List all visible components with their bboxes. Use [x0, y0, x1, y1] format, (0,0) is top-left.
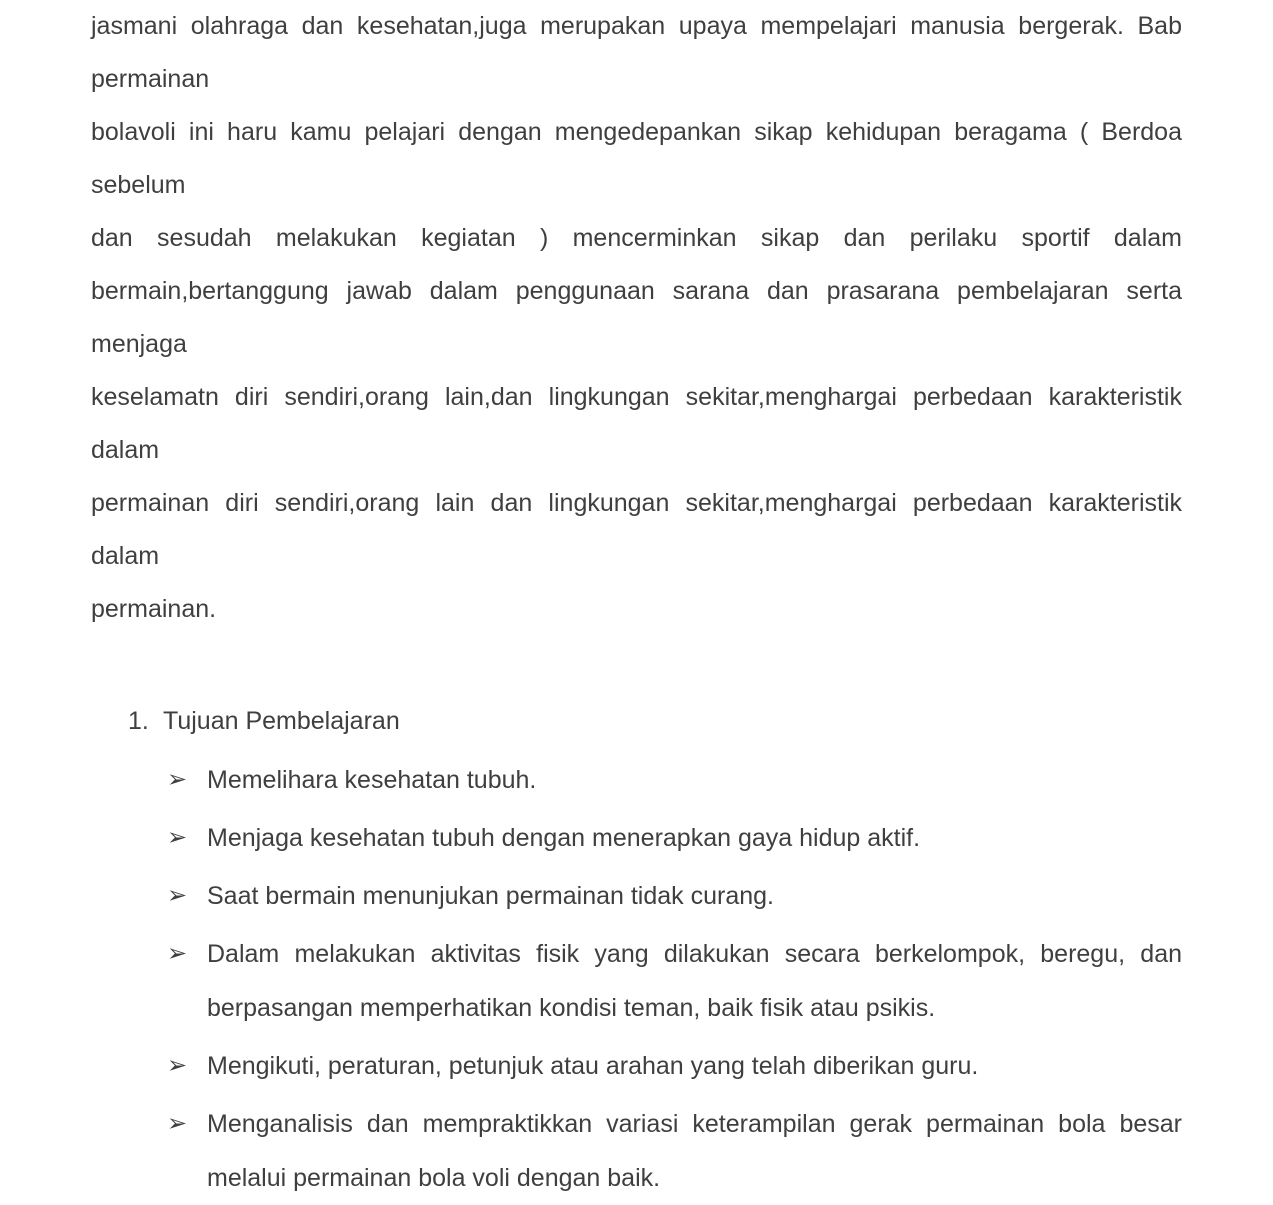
- section-heading: [91, 695, 1182, 748]
- list-item-text: Saat bermain menunjukan permainan tidak curang.: [207, 882, 775, 910]
- section-title: Tujuan Pembelajaran: [163, 707, 400, 735]
- list-item: [91, 753, 1182, 807]
- paragraph-line: dan sesudah melakukan kegiatan ) mencerminkan sikap dan perilaku sportif dalam: [91, 224, 1182, 252]
- arrowhead-bullet-icon: ➢: [167, 940, 188, 967]
- list-item: [91, 869, 1182, 923]
- list-item-text: Mengikuti, peraturan, petunjuk atau arahan yang telah diberikan guru.: [207, 1052, 979, 1080]
- paragraph-line: bolavoli ini haru kamu pelajari dengan mengedepankan sikap kehidupan beragama ( Berdoa sebelum: [91, 118, 1182, 199]
- paragraph-line: jasmani olahraga dan kesehatan,juga merupakan upaya mempelajari manusia bergerak. Bab permainan: [91, 12, 1182, 93]
- arrowhead-bullet-icon: ➢: [167, 824, 188, 851]
- paragraph-line: permainan diri sendiri,orang lain dan lingkungan sekitar,menghargai perbedaan karakteristik dalam: [91, 489, 1182, 570]
- list-item: [91, 811, 1182, 865]
- list-item: [91, 927, 1182, 1035]
- list-item: [91, 1039, 1182, 1093]
- list-item-text: Menjaga kesehatan tubuh dengan menerapkan gaya hidup aktif.: [207, 824, 921, 852]
- arrowhead-bullet-icon: ➢: [167, 1110, 188, 1137]
- paragraph-line: bermain,bertanggung jawab dalam penggunaan sarana dan prasarana pembelajaran serta menjaga: [91, 277, 1182, 358]
- arrowhead-bullet-icon: ➢: [167, 882, 188, 909]
- list-item-text: Memelihara kesehatan tubuh.: [207, 766, 537, 794]
- section-number: 1.: [128, 707, 149, 735]
- learning-objectives-section: [91, 695, 1182, 1205]
- arrowhead-bullet-icon: ➢: [167, 1052, 188, 1079]
- list-item-text: Dalam melakukan aktivitas fisik yang dilakukan secara berkelompok, beregu, dan berpasangan memperhatikan kondisi teman, baik fisik atau psikis.: [207, 940, 1182, 1022]
- arrowhead-bullet-icon: ➢: [167, 766, 188, 793]
- objectives-list: [91, 753, 1182, 1205]
- intro-paragraph: [91, 0, 1182, 636]
- list-item-text: Menganalisis dan mempraktikkan variasi keterampilan gerak permainan bola besar melalui permainan bola voli dengan baik.: [207, 1110, 1182, 1192]
- paragraph-line: permainan.: [91, 595, 217, 623]
- paragraph-line: keselamatn diri sendiri,orang lain,dan lingkungan sekitar,menghargai perbedaan karakteristik dalam: [91, 383, 1182, 464]
- list-item: [91, 1097, 1182, 1205]
